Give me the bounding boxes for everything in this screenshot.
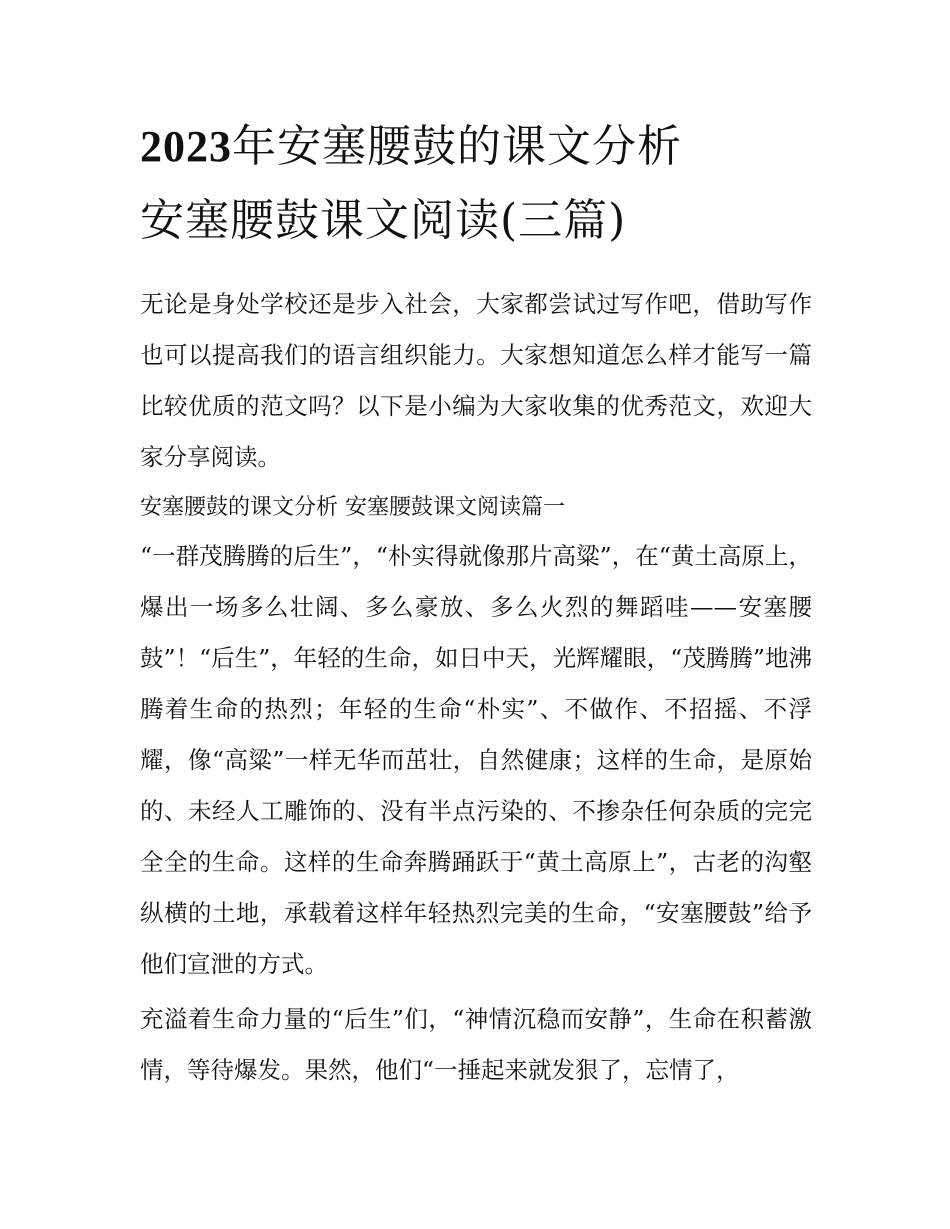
intro-paragraph: 无论是身处学校还是步入社会，大家都尝试过写作吧，借助写作也可以提高我们的语言组织能力。大家想知道怎么样才能写一篇比较优质的范文吗？以下是小编为大家收集的优秀范文，欢迎大家分享阅读。 xyxy=(140,290,812,471)
body-paragraph-1: “一群茂腾腾的后生”，“朴实得就像那片高粱”，在“黄土高原上，爆出一场多么壮阔、多么豪放、多么火烈的舞蹈哇——安塞腰鼓”！“后生”，年轻的生命，如日中天，光辉耀眼，“茂腾腾”地沸腾着生命的热烈；年轻的生命“朴实”、不做作、不招摇、不浮耀，像“高粱”一样无华而茁壮，自然健康；这样的生命，是原始的、未经人工雕饰的、没有半点污染的、不掺杂任何杂质的完完全全的生命。这样的生命奔腾踊跃于“黄土高原上”，古老的沟壑纵横的土地，承载着这样年轻热烈完美的生命，“安塞腰鼓”给予他们宣泄的方式。 xyxy=(140,542,812,978)
document-page xyxy=(140,110,812,1096)
title-line-1 xyxy=(140,110,812,184)
body-paragraph-2: 充溢着生命力量的“后生”们，“神情沉稳而安静”，生命在积蓄激情，等待爆发。果然，他们“一捶起来就发狠了，忘情了， xyxy=(140,1005,812,1084)
title-line-2: 安塞腰鼓课文阅读(三篇) xyxy=(140,195,627,246)
document-title xyxy=(140,110,812,258)
title-line-1-text: 年安塞腰鼓的课文分析 xyxy=(232,121,682,172)
title-year: 2023 xyxy=(140,122,232,171)
section-heading: 安塞腰鼓的课文分析 安塞腰鼓课文阅读篇一 xyxy=(140,495,565,520)
